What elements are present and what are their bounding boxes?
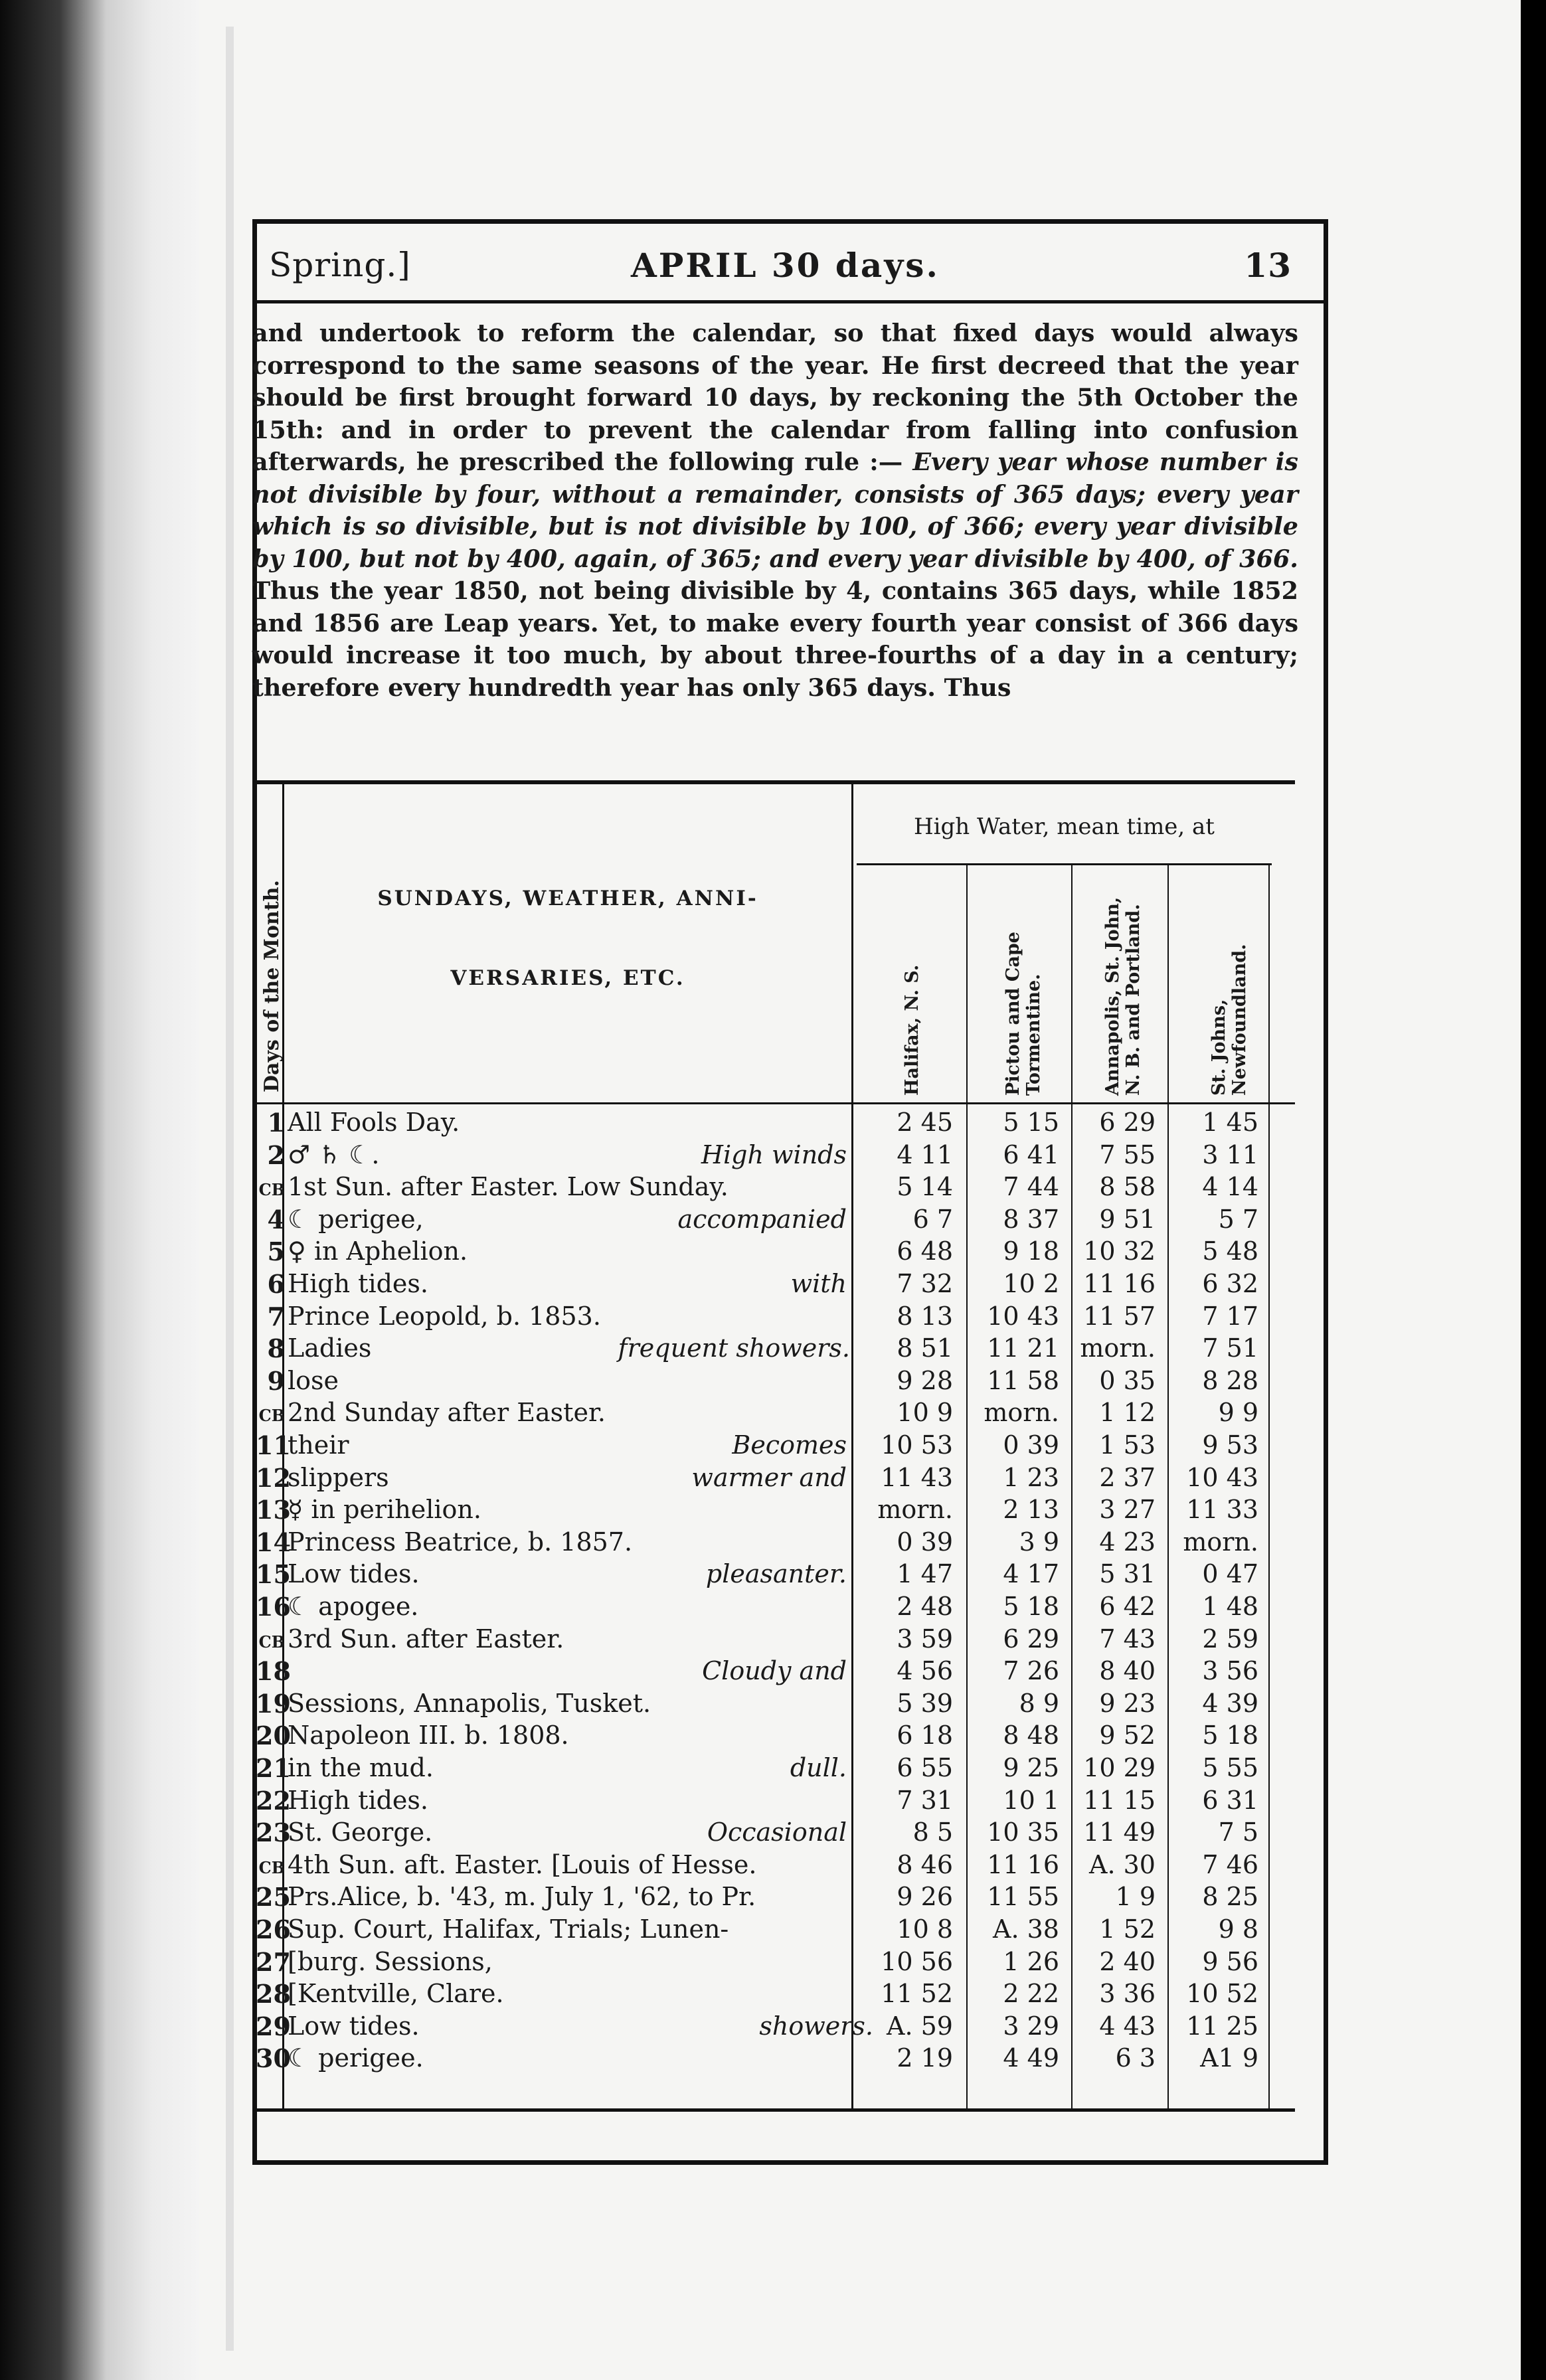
day-number: 21 <box>256 1753 291 1783</box>
calendar-row <box>256 1914 1298 1947</box>
calendar-row <box>256 1656 1298 1689</box>
calendar-row <box>256 1559 1298 1592</box>
event-text: St. George. <box>288 1818 433 1847</box>
tide-halifax: 9 26 <box>897 1882 953 1912</box>
header-rule <box>256 300 1325 303</box>
event-text: Prince Leopold, b. 1853. <box>288 1301 601 1331</box>
day-number: CB <box>258 1406 285 1426</box>
calendar-row <box>256 1205 1298 1237</box>
event-text: Ladies <box>288 1333 372 1363</box>
event-text: ♂ ♄ ☾. <box>288 1140 380 1169</box>
event-text: 2nd Sunday after Easter. <box>288 1398 606 1428</box>
calendar-row <box>256 1721 1298 1753</box>
calendar-row <box>256 1366 1298 1399</box>
tide-st-johns: 1 48 <box>1202 1592 1258 1621</box>
tide-pictou: 1 26 <box>1003 1946 1059 1976</box>
tide-halifax: 6 48 <box>897 1236 953 1266</box>
event-text: ♀ in Aphelion. <box>288 1236 468 1266</box>
tide-halifax: 4 11 <box>897 1140 953 1169</box>
calendar-row <box>256 1850 1298 1883</box>
events-col-header-1: SUNDAYS, WEATHER, ANNI- <box>377 887 758 910</box>
tide-pictou: A. 38 <box>993 1914 1059 1944</box>
event-text: Prs.Alice, b. '43, m. July 1, '62, to Pr. <box>288 1882 756 1912</box>
weather-note: showers. <box>759 2011 873 2041</box>
day-number: 29 <box>256 2011 291 2041</box>
tide-halifax: 2 48 <box>897 1592 953 1621</box>
tide-annapolis: 11 49 <box>1083 1818 1156 1847</box>
tide-halifax: 6 18 <box>897 1721 953 1750</box>
tide-halifax: 10 9 <box>897 1398 953 1428</box>
day-number: 26 <box>256 1914 291 1944</box>
calendar-row <box>256 1140 1298 1173</box>
tide-halifax: 6 55 <box>897 1753 953 1782</box>
calendar-row <box>256 1818 1298 1850</box>
tide-st-johns: 4 39 <box>1202 1688 1258 1718</box>
tide-annapolis: 6 42 <box>1099 1592 1156 1621</box>
tide-pictou: 8 48 <box>1003 1721 1059 1750</box>
tide-annapolis: 1 12 <box>1099 1398 1156 1428</box>
page-edge <box>226 27 234 2351</box>
weather-note: dull. <box>790 1753 847 1782</box>
tide-annapolis: morn. <box>1080 1333 1156 1363</box>
weather-note: Becomes <box>732 1430 847 1460</box>
tide-pictou: 11 16 <box>987 1849 1059 1879</box>
place-pictou: Pictou and Cape Tormentine. <box>1003 932 1044 1096</box>
tide-st-johns: 3 11 <box>1202 1140 1258 1169</box>
tide-halifax: 10 56 <box>881 1946 953 1976</box>
day-number: 7 <box>267 1301 285 1331</box>
tide-st-johns: morn. <box>1183 1527 1258 1557</box>
tide-st-johns: 9 9 <box>1218 1398 1258 1428</box>
calendar-row <box>256 1269 1298 1302</box>
tide-pictou: 8 9 <box>1019 1688 1059 1718</box>
tide-pictou: 2 13 <box>1003 1495 1059 1525</box>
intro-rule-text: Every year whose number is not divisible by four, without a remainder, consists of 365 days; every year which is so divisible, but is not divisible by 100, of 366; every year divisible by 100, but not by 400, again, of 365; and every year divisible by 400, of 366. <box>252 448 1298 573</box>
tide-st-johns: 7 17 <box>1202 1301 1258 1331</box>
tide-annapolis: 2 37 <box>1099 1462 1156 1492</box>
tide-annapolis: 10 32 <box>1083 1236 1156 1266</box>
day-number: 2 <box>267 1140 285 1170</box>
day-number: 4 <box>267 1204 285 1234</box>
tide-pictou: 7 44 <box>1003 1172 1059 1202</box>
tide-annapolis: 1 52 <box>1099 1914 1156 1944</box>
calendar-row <box>256 1172 1298 1205</box>
tide-annapolis: 11 15 <box>1083 1785 1156 1815</box>
table-top-rule <box>252 780 1295 784</box>
tide-st-johns: 4 14 <box>1202 1172 1258 1202</box>
tide-annapolis: 11 16 <box>1083 1269 1156 1298</box>
days-col-header: Days of the Month. <box>260 880 284 1092</box>
tide-annapolis: 0 35 <box>1099 1365 1156 1395</box>
book-spine-shadow <box>0 0 199 2380</box>
calendar-row <box>256 1979 1298 2011</box>
tide-st-johns: 9 56 <box>1202 1946 1258 1976</box>
event-text: Princess Beatrice, b. 1857. <box>288 1527 633 1557</box>
tide-st-johns: 6 32 <box>1202 1269 1258 1298</box>
tide-annapolis: 6 3 <box>1115 2043 1156 2073</box>
tide-halifax: 8 5 <box>912 1818 953 1847</box>
tide-annapolis: 6 29 <box>1099 1108 1156 1137</box>
event-text: slippers <box>288 1462 389 1492</box>
day-number: 5 <box>267 1236 285 1267</box>
event-text: [Kentville, Clare. <box>288 1979 504 2009</box>
weather-note: frequent showers. <box>618 1333 850 1363</box>
tide-st-johns: 7 51 <box>1202 1333 1258 1363</box>
tide-halifax: A. 59 <box>887 2011 953 2041</box>
calendar-row <box>256 2043 1298 2076</box>
tide-pictou: 6 41 <box>1003 1140 1059 1169</box>
season-label: Spring.] <box>269 246 411 284</box>
event-text: [burg. Sessions, <box>288 1946 493 1976</box>
tide-st-johns: 5 55 <box>1202 1753 1258 1782</box>
tide-annapolis: 3 36 <box>1099 1979 1156 2009</box>
day-number: CB <box>258 1180 285 1200</box>
calendar-row <box>256 1947 1298 1980</box>
event-text: ☾ apogee. <box>288 1592 419 1621</box>
calendar-row <box>256 1463 1298 1495</box>
tide-halifax: 3 59 <box>897 1624 953 1654</box>
tide-st-johns: 1 45 <box>1202 1108 1258 1137</box>
tide-st-johns: 3 56 <box>1202 1656 1258 1686</box>
tide-annapolis: 2 40 <box>1099 1946 1156 1976</box>
calendar-row <box>256 1527 1298 1560</box>
tide-st-johns: 11 33 <box>1186 1495 1258 1525</box>
tide-pictou: 10 43 <box>987 1301 1059 1331</box>
tide-annapolis: 11 57 <box>1083 1301 1156 1331</box>
event-text: 3rd Sun. after Easter. <box>288 1624 564 1654</box>
tide-halifax: 1 47 <box>897 1559 953 1589</box>
tide-halifax: 10 8 <box>897 1914 953 1944</box>
tide-pictou: 10 35 <box>987 1818 1059 1847</box>
day-number: 27 <box>256 1946 291 1977</box>
tide-pictou: 10 2 <box>1003 1269 1059 1298</box>
calendar-row <box>256 1398 1298 1430</box>
tide-annapolis: 4 23 <box>1099 1527 1156 1557</box>
tide-pictou: 5 18 <box>1003 1592 1059 1621</box>
tide-annapolis: 8 58 <box>1099 1172 1156 1202</box>
tide-halifax: 7 31 <box>897 1785 953 1815</box>
day-number: 28 <box>256 1979 291 2009</box>
intro-text-1: and undertook to reform the calendar, so that fixed days would always correspond to the same seasons of the year. He first decreed that the year should be first brought forward 10 days, by reckoning the 5th October the 15th: and in order to prevent the calendar from falling into confusion afterwards, he prescribed the following rule :— <box>252 319 1298 476</box>
event-text: High tides. <box>288 1269 428 1298</box>
tide-halifax: 7 32 <box>897 1269 953 1298</box>
event-text: ☾ perigee, <box>288 1204 424 1234</box>
event-text: Sup. Court, Halifax, Trials; Lunen- <box>288 1914 729 1944</box>
tide-annapolis: 9 52 <box>1099 1721 1156 1750</box>
tide-annapolis: 9 51 <box>1099 1204 1156 1234</box>
tide-st-johns: 0 47 <box>1202 1559 1258 1589</box>
tide-header: High Water, mean time, at <box>914 813 1215 840</box>
tide-pictou: 8 37 <box>1003 1204 1059 1234</box>
tide-title-rule <box>857 863 1272 865</box>
calendar-row <box>256 1302 1298 1334</box>
weather-note: High winds <box>701 1140 847 1169</box>
calendar-row <box>256 1689 1298 1721</box>
tide-st-johns: 11 25 <box>1186 2011 1258 2041</box>
tide-pictou: 3 29 <box>1003 2011 1059 2041</box>
weather-note: warmer and <box>691 1462 847 1492</box>
day-number: CB <box>258 1632 285 1652</box>
calendar-row <box>256 1495 1298 1527</box>
calendar-row <box>256 1624 1298 1657</box>
tide-st-johns: 9 53 <box>1202 1430 1258 1460</box>
tide-annapolis: 4 43 <box>1099 2011 1156 2041</box>
calendar-row <box>256 1786 1298 1818</box>
tide-st-johns: 10 43 <box>1186 1462 1258 1492</box>
event-text: ☿ in perihelion. <box>288 1495 481 1525</box>
event-text: ☾ perigee. <box>288 2043 424 2073</box>
tide-annapolis: 8 40 <box>1099 1656 1156 1686</box>
tide-halifax: 8 51 <box>897 1333 953 1363</box>
day-number: CB <box>258 1857 285 1877</box>
tide-pictou: 4 49 <box>1003 2043 1059 2073</box>
tide-pictou: 1 23 <box>1003 1462 1059 1492</box>
page-header <box>262 239 1298 299</box>
tide-halifax: 11 52 <box>881 1979 953 2009</box>
calendar-row <box>256 2011 1298 2044</box>
tide-halifax: 11 43 <box>881 1462 953 1492</box>
tide-st-johns: 6 31 <box>1202 1785 1258 1815</box>
tide-halifax: 2 19 <box>897 2043 953 2073</box>
tide-annapolis: 7 43 <box>1099 1624 1156 1654</box>
weather-note: pleasanter. <box>705 1559 847 1589</box>
place-annapolis: Annapolis, St. John, N. B. and Portland. <box>1102 896 1144 1096</box>
tide-halifax: 9 28 <box>897 1365 953 1395</box>
table-bottom-rule <box>252 2108 1295 2112</box>
tide-annapolis: 7 55 <box>1099 1140 1156 1169</box>
tide-pictou: 11 21 <box>987 1333 1059 1363</box>
day-number: 12 <box>256 1462 291 1493</box>
weather-note: Cloudy and <box>702 1656 847 1686</box>
day-number: 11 <box>256 1430 291 1460</box>
tide-st-johns: 9 8 <box>1218 1914 1258 1944</box>
tide-pictou: 9 18 <box>1003 1236 1059 1266</box>
tide-pictou: 9 25 <box>1003 1753 1059 1782</box>
weather-note: accompanied <box>677 1204 847 1234</box>
place-st-johns: St. Johns, Newfoundland. <box>1209 944 1250 1096</box>
calendar-row <box>256 1430 1298 1463</box>
day-number: 13 <box>256 1495 291 1525</box>
tide-pictou: morn. <box>984 1398 1059 1428</box>
event-text: All Fools Day. <box>288 1108 460 1137</box>
tide-halifax: 2 45 <box>897 1108 953 1137</box>
event-text: their <box>288 1430 349 1460</box>
tide-pictou: 2 22 <box>1003 1979 1059 2009</box>
day-number: 14 <box>256 1527 291 1557</box>
tide-pictou: 6 29 <box>1003 1624 1059 1654</box>
event-text: High tides. <box>288 1785 428 1815</box>
tide-st-johns: 10 52 <box>1186 1979 1258 2009</box>
tide-st-johns: 2 59 <box>1202 1624 1258 1654</box>
tide-st-johns: 5 48 <box>1202 1236 1258 1266</box>
day-number: 18 <box>256 1656 291 1687</box>
event-text: 1st Sun. after Easter. Low Sunday. <box>288 1172 729 1202</box>
calendar-row <box>256 1882 1298 1914</box>
intro-text-2: Thus the year 1850, not being divisible by 4, contains 365 days, while 1852 and 1856 are Leap years. Yet, to make every fourth year consist of 366 days would increase it too much, by about three-fourths of a day in a century; therefore every hundredth year has only 365 days. Thus <box>252 576 1298 702</box>
day-number: 30 <box>256 2043 291 2074</box>
weather-note: Occasional <box>707 1818 847 1847</box>
event-text: in the mud. <box>288 1753 434 1782</box>
day-number: 16 <box>256 1592 291 1622</box>
tide-pictou: 4 17 <box>1003 1559 1059 1589</box>
tide-halifax: 8 13 <box>897 1301 953 1331</box>
day-number: 19 <box>256 1688 291 1719</box>
event-text: lose <box>288 1365 339 1395</box>
tide-pictou: 3 9 <box>1019 1527 1059 1557</box>
tide-halifax: morn. <box>877 1495 953 1525</box>
calendar-row <box>256 1333 1298 1366</box>
tide-halifax: 8 46 <box>897 1849 953 1879</box>
table-header-rule <box>252 1102 1295 1104</box>
tide-annapolis: 9 23 <box>1099 1688 1156 1718</box>
calendar-row <box>256 1236 1298 1269</box>
tide-pictou: 7 26 <box>1003 1656 1059 1686</box>
event-text: Low tides. <box>288 1559 420 1589</box>
tide-halifax: 0 39 <box>897 1527 953 1557</box>
tide-annapolis: 10 29 <box>1083 1753 1156 1782</box>
tide-st-johns: 8 25 <box>1202 1882 1258 1912</box>
tide-st-johns: A1 9 <box>1200 2043 1258 2073</box>
day-number: 1 <box>267 1108 285 1138</box>
tide-halifax: 5 39 <box>897 1688 953 1718</box>
tide-pictou: 11 55 <box>987 1882 1059 1912</box>
event-text: Sessions, Annapolis, Tusket. <box>288 1688 651 1718</box>
day-number: 20 <box>256 1721 291 1751</box>
tide-annapolis: 1 53 <box>1099 1430 1156 1460</box>
weather-note: with <box>790 1269 847 1298</box>
tide-halifax: 6 7 <box>912 1204 953 1234</box>
tide-st-johns: 5 7 <box>1218 1204 1258 1234</box>
day-number: 15 <box>256 1559 291 1590</box>
tide-st-johns: 7 5 <box>1218 1818 1258 1847</box>
event-text: Low tides. <box>288 2011 420 2041</box>
tide-st-johns: 8 28 <box>1202 1365 1258 1395</box>
page-number: 13 <box>1244 246 1292 285</box>
tide-halifax: 10 53 <box>881 1430 953 1460</box>
day-number: 25 <box>256 1882 291 1912</box>
tide-pictou: 10 1 <box>1003 1785 1059 1815</box>
calendar-row <box>256 1592 1298 1624</box>
tide-st-johns: 5 18 <box>1202 1721 1258 1750</box>
tide-pictou: 0 39 <box>1003 1430 1059 1460</box>
day-number: 8 <box>267 1333 285 1364</box>
tide-annapolis: 1 9 <box>1115 1882 1156 1912</box>
calendar-row <box>256 1108 1298 1140</box>
intro-paragraph <box>252 317 1298 704</box>
month-title: APRIL 30 days. <box>631 246 940 285</box>
event-text: Napoleon III. b. 1808. <box>288 1721 569 1750</box>
day-number: 6 <box>267 1269 285 1299</box>
place-halifax: Halifax, N. S. <box>902 964 922 1096</box>
day-number: 9 <box>267 1365 285 1396</box>
tide-st-johns: 7 46 <box>1202 1849 1258 1879</box>
events-col-header-2: VERSARIES, ETC. <box>450 966 685 990</box>
tide-annapolis: 3 27 <box>1099 1495 1156 1525</box>
day-number: 23 <box>256 1818 291 1848</box>
tide-pictou: 11 58 <box>987 1365 1059 1395</box>
tide-halifax: 5 14 <box>897 1172 953 1202</box>
tide-annapolis: A. 30 <box>1089 1849 1156 1879</box>
tide-annapolis: 5 31 <box>1099 1559 1156 1589</box>
day-number: 22 <box>256 1785 291 1816</box>
tide-pictou: 5 15 <box>1003 1108 1059 1137</box>
event-text: 4th Sun. aft. Easter. [Louis of Hesse. <box>288 1849 757 1879</box>
tide-halifax: 4 56 <box>897 1656 953 1686</box>
calendar-row <box>256 1753 1298 1786</box>
